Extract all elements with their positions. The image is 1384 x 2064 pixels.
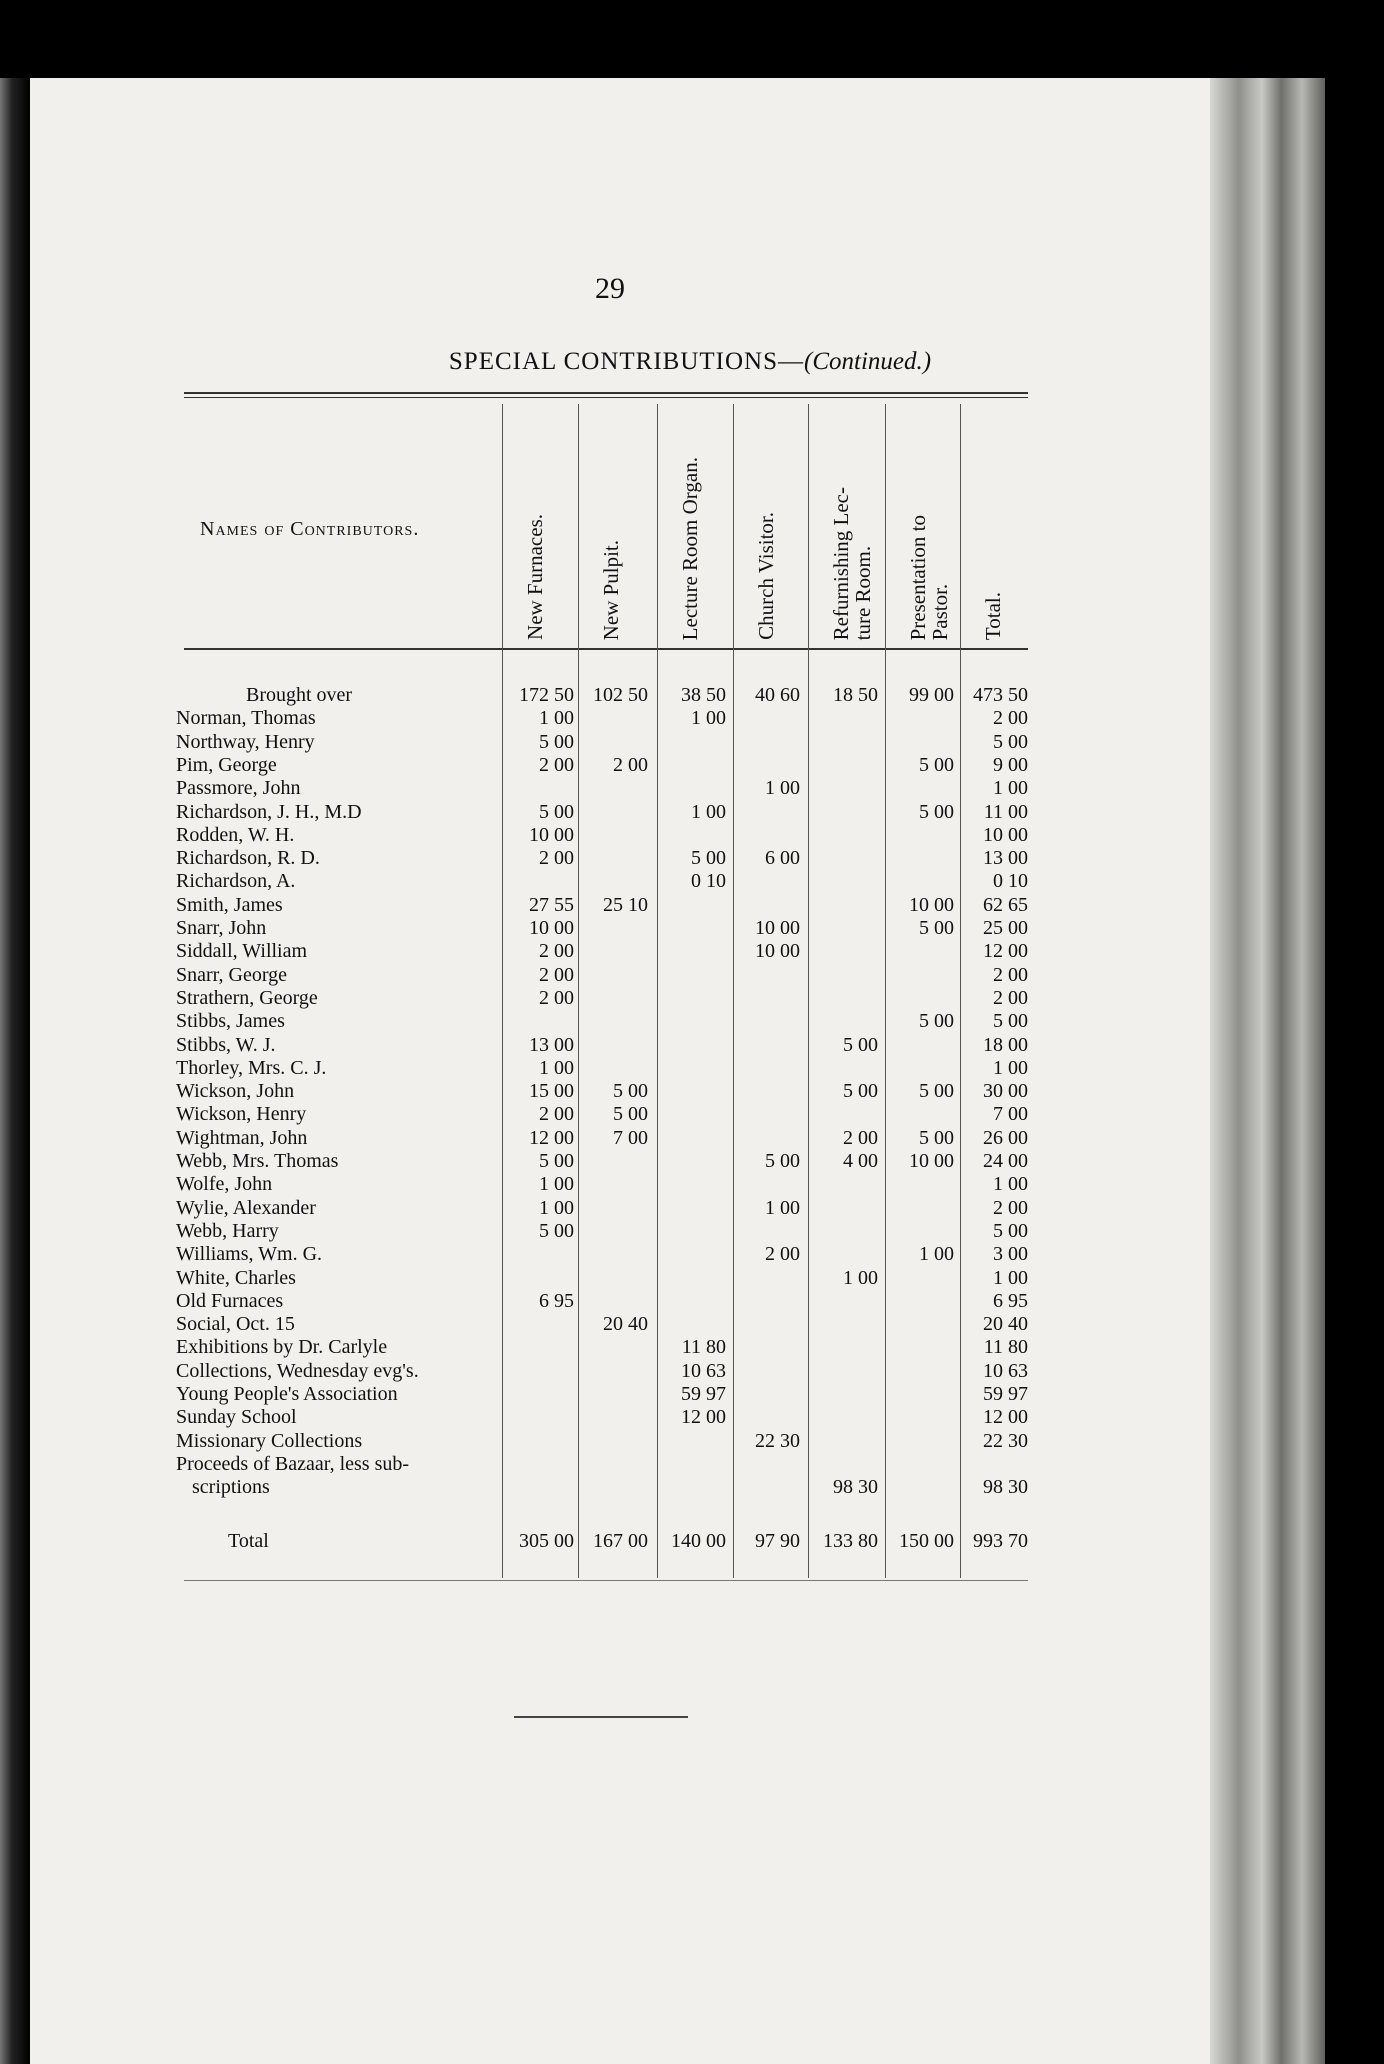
bottom-rule — [184, 1580, 1028, 1581]
column-header: New Pulpit. — [599, 539, 623, 640]
amount-cell: 2 00 — [843, 1127, 878, 1149]
amount-cell: 40 60 — [755, 684, 800, 706]
contributor-name: Norman, Thomas — [176, 707, 316, 729]
contributor-name: Stibbs, W. J. — [176, 1034, 276, 1056]
contributor-name: Exhibitions by Dr. Carlyle — [176, 1336, 388, 1358]
table-row — [0, 847, 1100, 870]
amount-cell: 10 00 — [983, 824, 1028, 846]
table-row — [0, 1406, 1100, 1429]
amount-cell: 993 70 — [973, 1530, 1028, 1552]
amount-cell: 5 00 — [993, 1220, 1028, 1242]
amount-cell: 5 00 — [539, 1220, 574, 1242]
table-row — [0, 707, 1100, 730]
amount-cell: 6 95 — [993, 1290, 1028, 1312]
contributor-name: Collections, Wednesday evg's. — [176, 1360, 419, 1382]
column-header: Lecture Room Organ. — [678, 456, 702, 640]
contributor-name: Pim, George — [176, 754, 277, 776]
column-header: Church Visitor. — [754, 512, 778, 640]
amount-cell: 12 00 — [983, 940, 1028, 962]
column-header: Total. — [981, 591, 1005, 640]
amount-cell: 5 00 — [539, 801, 574, 823]
amount-cell: 10 00 — [755, 940, 800, 962]
table-row — [0, 1080, 1100, 1103]
amount-cell: 102 50 — [593, 684, 648, 706]
amount-cell: 2 00 — [993, 987, 1028, 1009]
amount-cell: 1 00 — [539, 1173, 574, 1195]
contributor-name: White, Charles — [176, 1267, 296, 1289]
amount-cell: 20 40 — [983, 1313, 1028, 1335]
table-row — [0, 731, 1100, 754]
table-row — [0, 1360, 1100, 1383]
amount-cell: 1 00 — [691, 707, 726, 729]
contributor-name: Social, Oct. 15 — [176, 1313, 295, 1335]
top-double-rule — [184, 392, 1028, 394]
amount-cell: 10 00 — [529, 917, 574, 939]
table-row — [0, 1010, 1100, 1033]
table-row — [0, 1290, 1100, 1313]
contributor-name: Young People's Association — [176, 1383, 398, 1405]
amount-cell: 13 00 — [529, 1034, 574, 1056]
amount-cell: 26 00 — [983, 1127, 1028, 1149]
contributor-name: Proceeds of Bazaar, less sub- — [176, 1453, 410, 1475]
amount-cell: 5 00 — [993, 1010, 1028, 1032]
contributor-name: Williams, Wm. G. — [176, 1243, 323, 1265]
amount-cell: 5 00 — [613, 1080, 648, 1102]
amount-cell: 15 00 — [529, 1080, 574, 1102]
table-row — [0, 684, 1100, 707]
amount-cell: 24 00 — [983, 1150, 1028, 1172]
amount-cell: 5 00 — [539, 1150, 574, 1172]
amount-cell: 10 00 — [529, 824, 574, 846]
amount-cell: 5 00 — [765, 1150, 800, 1172]
amount-cell: 5 00 — [843, 1080, 878, 1102]
table-row — [0, 1220, 1100, 1243]
table-row — [0, 1267, 1100, 1290]
amount-cell: 1 00 — [993, 777, 1028, 799]
table-row — [0, 1313, 1100, 1336]
total-label: Total — [228, 1530, 269, 1552]
amount-cell: 12 00 — [529, 1127, 574, 1149]
amount-cell: 167 00 — [593, 1530, 648, 1552]
amount-cell: 5 00 — [993, 731, 1028, 753]
amount-cell: 18 00 — [983, 1034, 1028, 1056]
column-header: Presentation to Pastor. — [906, 514, 952, 640]
amount-cell: 0 10 — [691, 870, 726, 892]
table-row — [0, 824, 1100, 847]
top-double-rule-2 — [184, 397, 1028, 398]
amount-cell: 59 97 — [983, 1383, 1028, 1405]
contributor-name: Richardson, A. — [176, 870, 296, 892]
amount-cell: 98 30 — [983, 1476, 1028, 1498]
table-row — [0, 1430, 1100, 1453]
amount-cell: 99 00 — [909, 684, 954, 706]
contributor-name: Northway, Henry — [176, 731, 315, 753]
amount-cell: 1 00 — [765, 777, 800, 799]
amount-cell: 1 00 — [765, 1197, 800, 1219]
amount-cell: 1 00 — [843, 1267, 878, 1289]
amount-cell: 5 00 — [919, 917, 954, 939]
amount-cell: 9 00 — [993, 754, 1028, 776]
amount-cell: 10 00 — [755, 917, 800, 939]
page-title — [184, 348, 1196, 376]
contributor-name: Snarr, George — [176, 964, 288, 986]
amount-cell: 473 50 — [973, 684, 1028, 706]
amount-cell: 6 00 — [765, 847, 800, 869]
title-continued: (Continued.) — [804, 348, 932, 375]
amount-cell: 7 00 — [613, 1127, 648, 1149]
amount-cell: 5 00 — [919, 801, 954, 823]
contributor-name: Webb, Mrs. Thomas — [176, 1150, 339, 1172]
contributor-name: Wightman, John — [176, 1127, 308, 1149]
title-main: SPECIAL CONTRIBUTIONS— — [448, 348, 805, 375]
amount-cell: 10 00 — [909, 1150, 954, 1172]
amount-cell: 5 00 — [919, 1127, 954, 1149]
amount-cell: 30 00 — [983, 1080, 1028, 1102]
amount-cell: 4 00 — [843, 1150, 878, 1172]
amount-cell: 10 00 — [909, 894, 954, 916]
amount-cell: 25 00 — [983, 917, 1028, 939]
amount-cell: 2 00 — [539, 940, 574, 962]
amount-cell: 0 10 — [993, 870, 1028, 892]
amount-cell: 11 80 — [983, 1336, 1028, 1358]
amount-cell: 3 00 — [993, 1243, 1028, 1265]
amount-cell: 5 00 — [843, 1034, 878, 1056]
table-row — [0, 754, 1100, 777]
table-row — [0, 1034, 1100, 1057]
table-row — [0, 894, 1100, 917]
amount-cell: 1 00 — [539, 1057, 574, 1079]
amount-cell: 1 00 — [993, 1267, 1028, 1289]
amount-cell: 98 30 — [833, 1476, 878, 1498]
names-header: Names of Contributors. — [200, 518, 420, 540]
amount-cell: 133 80 — [823, 1530, 878, 1552]
amount-cell: 2 00 — [539, 964, 574, 986]
amount-cell: 38 50 — [681, 684, 726, 706]
amount-cell: 1 00 — [993, 1057, 1028, 1079]
total-row — [0, 1530, 1100, 1553]
contributor-name: Richardson, R. D. — [176, 847, 320, 869]
amount-cell: 27 55 — [529, 894, 574, 916]
amount-cell: 13 00 — [983, 847, 1028, 869]
amount-cell: 18 50 — [833, 684, 878, 706]
table-row — [0, 1197, 1100, 1220]
table-row — [0, 1057, 1100, 1080]
contributor-name: Smith, James — [176, 894, 283, 916]
contributor-name: scriptions — [192, 1476, 270, 1498]
table-row — [0, 1453, 1100, 1476]
column-header: Refurnishing Lec- ture Room. — [829, 486, 875, 640]
contributor-name: Missionary Collections — [176, 1430, 363, 1452]
amount-cell: 1 00 — [691, 801, 726, 823]
amount-cell: 12 00 — [983, 1406, 1028, 1428]
amount-cell: 10 63 — [983, 1360, 1028, 1382]
amount-cell: 6 95 — [539, 1290, 574, 1312]
amount-cell: 2 00 — [613, 754, 648, 776]
table-row — [0, 1476, 1100, 1499]
table-row — [0, 987, 1100, 1010]
contributor-name: Stibbs, James — [176, 1010, 285, 1032]
amount-cell: 62 65 — [983, 894, 1028, 916]
amount-cell: 20 40 — [603, 1313, 648, 1335]
contributor-name: Passmore, John — [176, 777, 301, 799]
amount-cell: 12 00 — [681, 1406, 726, 1428]
table-row — [0, 777, 1100, 800]
contributor-name: Sunday School — [176, 1406, 297, 1428]
amount-cell: 10 63 — [681, 1360, 726, 1382]
amount-cell: 5 00 — [919, 1010, 954, 1032]
table-row — [0, 940, 1100, 963]
table-row — [0, 1336, 1100, 1359]
amount-cell: 2 00 — [539, 847, 574, 869]
contributor-name: Thorley, Mrs. C. J. — [176, 1057, 327, 1079]
contributor-name: Old Furnaces — [176, 1290, 284, 1312]
amount-cell: 2 00 — [993, 1197, 1028, 1219]
table-row — [0, 964, 1100, 987]
amount-cell: 5 00 — [539, 731, 574, 753]
amount-cell: 2 00 — [539, 987, 574, 1009]
amount-cell: 5 00 — [919, 754, 954, 776]
table-row — [0, 1173, 1100, 1196]
amount-cell: 2 00 — [765, 1243, 800, 1265]
amount-cell: 5 00 — [613, 1103, 648, 1125]
amount-cell: 5 00 — [919, 1080, 954, 1102]
contributor-name: Webb, Harry — [176, 1220, 279, 1242]
amount-cell: 59 97 — [681, 1383, 726, 1405]
table-row — [0, 1150, 1100, 1173]
amount-cell: 11 80 — [681, 1336, 726, 1358]
table-row — [0, 1127, 1100, 1150]
contributor-name: Strathern, George — [176, 987, 318, 1009]
amount-cell: 7 00 — [993, 1103, 1028, 1125]
amount-cell: 150 00 — [899, 1530, 954, 1552]
amount-cell: 2 00 — [539, 1103, 574, 1125]
end-rule — [514, 1716, 688, 1718]
amount-cell: 2 00 — [993, 964, 1028, 986]
amount-cell: 25 10 — [603, 894, 648, 916]
contributor-name: Wylie, Alexander — [176, 1197, 316, 1219]
amount-cell: 2 00 — [539, 754, 574, 776]
amount-cell: 140 00 — [671, 1530, 726, 1552]
table-row — [0, 1383, 1100, 1406]
table-row — [0, 1243, 1100, 1266]
amount-cell: 5 00 — [691, 847, 726, 869]
contributor-name: Wickson, Henry — [176, 1103, 307, 1125]
table-row — [0, 1103, 1100, 1126]
contributor-name: Brought over — [246, 684, 353, 706]
contributor-name: Wolfe, John — [176, 1173, 273, 1195]
contributor-name: Wickson, John — [176, 1080, 295, 1102]
column-header: New Furnaces. — [523, 514, 547, 640]
page-edges — [1210, 78, 1325, 2064]
contributor-name: Richardson, J. H., M.D — [176, 801, 362, 823]
background-edge — [1325, 78, 1384, 2064]
header-bottom-rule — [184, 648, 1028, 650]
contributor-name: Snarr, John — [176, 917, 267, 939]
amount-cell: 1 00 — [993, 1173, 1028, 1195]
table-row — [0, 801, 1100, 824]
amount-cell: 11 00 — [983, 801, 1028, 823]
amount-cell: 305 00 — [519, 1530, 574, 1552]
amount-cell: 2 00 — [993, 707, 1028, 729]
contributor-name: Siddall, William — [176, 940, 308, 962]
amount-cell: 172 50 — [519, 684, 574, 706]
amount-cell: 22 30 — [755, 1430, 800, 1452]
contributor-name: Rodden, W. H. — [176, 824, 295, 846]
table-row — [0, 870, 1100, 893]
amount-cell: 97 90 — [755, 1530, 800, 1552]
amount-cell: 1 00 — [919, 1243, 954, 1265]
amount-cell: 22 30 — [983, 1430, 1028, 1452]
amount-cell: 1 00 — [539, 1197, 574, 1219]
page-number: 29 — [595, 272, 625, 305]
table-row — [0, 917, 1100, 940]
amount-cell: 1 00 — [539, 707, 574, 729]
